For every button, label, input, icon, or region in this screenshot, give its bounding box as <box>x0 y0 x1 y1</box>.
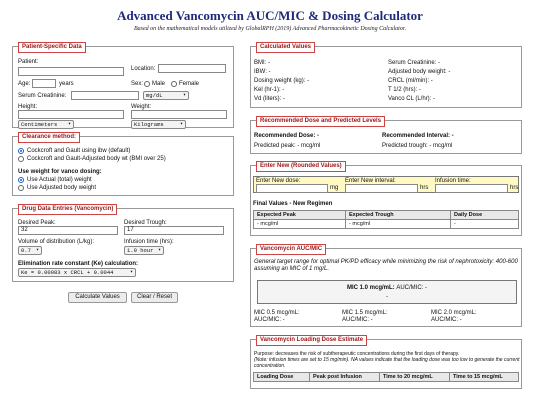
sex-label: Sex: <box>131 81 144 87</box>
page-title: Advanced Vancomycin AUC/MIC & Dosing Calculator <box>117 8 423 23</box>
mic1-dash: - <box>386 294 388 300</box>
recommended-dose: Recommended Dose: - <box>254 133 320 139</box>
weight-label: Weight: <box>131 104 152 110</box>
scr-input[interactable] <box>71 91 139 100</box>
mic05-auc: AUC/MIC: - <box>254 317 285 323</box>
clearance-ibw-radio[interactable] <box>18 148 24 154</box>
scr-label: Serum Creatinine: <box>18 93 67 99</box>
chevron-down-icon: ▾ <box>67 121 71 127</box>
dosing-weight-heading: Use weight for vanco dosing: <box>18 169 102 175</box>
new-dose-input[interactable] <box>256 184 328 193</box>
height-unit-select[interactable] <box>18 120 74 129</box>
auc-mic-panel <box>250 248 522 327</box>
loading-dose-panel <box>250 339 522 389</box>
patient-label: Patient: <box>18 59 39 65</box>
loading-note: (Note: infusion times are set to 15 mg/min). NA values indicate that the loading dose was too low to generate the current concentration. <box>254 357 520 369</box>
weight-unit-value: Kilograms <box>134 121 164 128</box>
new-interval-label: Enter New interval: <box>345 178 396 184</box>
vd-liters-value: Vd (liters): - <box>254 96 286 102</box>
height-unit-value: Centimeters <box>21 121 58 128</box>
expected-trough-header: Expected Trough <box>346 211 451 220</box>
clearance-adjusted-radio[interactable] <box>18 156 24 162</box>
predicted-trough: Predicted trough: - mcg/ml <box>382 143 453 149</box>
recommended-interval: Recommended Interval: - <box>382 133 454 139</box>
female-label: Female <box>179 81 200 87</box>
loading-purpose: Purpose: decreases the risk of subtherapeutic concentrations during the first days of therapy. <box>254 351 460 357</box>
male-label: Male <box>152 81 166 87</box>
recommended-panel <box>250 120 522 154</box>
patient-panel <box>12 46 234 128</box>
recommended-legend: Recommended Dose and Predicted Levels <box>256 116 385 127</box>
scr-unit-value: mg/dL <box>146 92 163 99</box>
mic1-text: MIC 1.0 mcg/mL: <box>346 285 395 291</box>
mic15-auc: AUC/MIC: - <box>342 317 373 323</box>
calculated-panel <box>250 46 522 108</box>
height-label: Height: <box>18 104 38 110</box>
peak-label: Desired Peak: <box>18 220 56 226</box>
scr-unit-select[interactable] <box>143 91 189 100</box>
infusion-label: Infusion time (hrs): <box>124 239 174 245</box>
new-infusion-input[interactable] <box>435 184 508 193</box>
final-values-heading: Final Values - New Regimen <box>253 201 333 207</box>
vd-label: Volume of distribution (L/kg): <box>18 239 95 245</box>
half-life-value: T 1/2 (hrs): - <box>388 87 421 93</box>
age-input[interactable] <box>32 79 56 88</box>
loading-dose-legend: Vancomycin Loading Dose Estimate <box>256 335 367 346</box>
vd-select[interactable] <box>18 246 42 255</box>
final-values-table <box>253 210 519 229</box>
kel-value: Kel (hr-1): - <box>254 87 285 93</box>
actual-weight-radio[interactable] <box>18 177 24 183</box>
adjusted-weight-label: Use Adjusted body weight <box>27 185 97 191</box>
trough-label: Desired Trough: <box>124 220 167 226</box>
chevron-down-icon: ▾ <box>179 121 183 127</box>
adjusted-weight-radio[interactable] <box>18 185 24 191</box>
vd-value: 0.7 <box>21 247 31 254</box>
mic05-label: MIC 0.5 mcg/mL: <box>254 310 300 316</box>
time-to-20-header: Time to 20 mcg/mL <box>380 373 450 382</box>
peak-input[interactable]: 32 <box>18 226 118 235</box>
calculated-legend: Calculated Values <box>256 42 315 53</box>
loading-dose-table <box>253 372 519 382</box>
trough-input[interactable]: 17 <box>124 226 224 235</box>
dosing-weight-value: Dosing weight (kg): - <box>254 78 310 84</box>
new-dose-label: Enter New dose: <box>256 178 301 184</box>
new-interval-input[interactable] <box>345 184 418 193</box>
auc-mic-legend: Vancomycin AUC/MIC <box>256 244 326 255</box>
auc-target-note: General target range for optimal PK/PD efficacy while minimizing the risk of nephrotoxicity: 400-600 assuming an MIC of 1 mg/L. <box>254 259 518 272</box>
loading-dose-header: Loading Dose <box>254 373 310 382</box>
ke-heading: Elimination rate constant (Ke) calculation: <box>18 261 139 267</box>
clearance-panel <box>12 136 234 196</box>
calculate-button[interactable]: Calculate Values <box>68 292 127 303</box>
height-input[interactable] <box>18 110 124 119</box>
page-header <box>0 8 540 32</box>
new-infusion-label: Infusion time: <box>435 178 471 184</box>
new-dose-unit: mg <box>330 185 339 191</box>
female-radio[interactable] <box>171 81 177 87</box>
new-values-panel <box>250 165 522 236</box>
time-to-15-header: Time to 15 mcg/mL <box>450 373 519 382</box>
infusion-select[interactable] <box>124 246 164 255</box>
weight-input[interactable] <box>131 110 227 119</box>
patient-legend: Patient-Specific Data <box>18 42 86 53</box>
expected-peak-header: Expected Peak <box>254 211 346 220</box>
clearance-adjusted-label: Cockcroft and Gault-Adjusted body wt (BMI over 25) <box>27 156 166 162</box>
vanco-cl-value: Vanco CL (L/hr): - <box>388 96 436 102</box>
infusion-value: 1.0 hour <box>127 247 154 254</box>
clearance-legend: Clearance method: <box>18 132 80 143</box>
chevron-down-icon: ▾ <box>129 269 133 275</box>
peak-post-infusion-header: Peak post Infusion <box>310 373 380 382</box>
mic20-label: MIC 2.0 mcg/mL: <box>431 310 477 316</box>
actual-weight-label: Use Actual (total) weight <box>27 177 92 183</box>
ibw-value: IBW: - <box>254 69 271 75</box>
drug-legend: Drug Data Entries (Vancomycin) <box>18 204 117 215</box>
adjusted-body-weight-value: Adjusted body weight: - <box>388 69 451 75</box>
bmi-value: BMI: - <box>254 60 270 66</box>
age-label: Age: <box>18 81 31 87</box>
expected-peak-cell: - mcg/ml <box>254 220 346 229</box>
table-row <box>254 220 519 229</box>
patient-input[interactable] <box>18 67 124 76</box>
weight-unit-select[interactable] <box>131 120 186 129</box>
mic1-box <box>257 280 517 304</box>
chevron-down-icon: ▾ <box>35 247 39 253</box>
crcl-value: CRCL (ml/min): - <box>388 78 433 84</box>
new-interval-unit: hrs <box>420 185 429 191</box>
mic1-label <box>258 285 516 292</box>
mic20-auc: AUC/MIC: - <box>431 317 462 323</box>
table-header-row <box>254 211 519 220</box>
predicted-peak: Predicted peak: - mcg/ml <box>254 143 321 149</box>
new-infusion-unit: hrs <box>510 185 519 191</box>
age-unit: years <box>59 81 74 87</box>
daily-dose-header: Daily Dose <box>451 211 519 220</box>
drug-panel <box>12 208 234 282</box>
new-values-entry-row <box>253 176 519 193</box>
daily-dose-cell: - <box>451 220 519 229</box>
chevron-down-icon: ▾ <box>182 92 186 98</box>
expected-trough-cell: - mcg/ml <box>346 220 451 229</box>
clear-reset-button[interactable]: Clear / Reset <box>131 292 178 303</box>
clearance-ibw-label: Cockcroft and Gault using ibw (default) <box>27 148 131 154</box>
mic1-auc-value: AUC/MIC: - <box>396 285 428 291</box>
new-values-legend: Enter New (Rounded Values) <box>256 161 346 172</box>
male-radio[interactable] <box>144 81 150 87</box>
serum-creatinine-value: Serum Creatinine: - <box>388 60 441 66</box>
location-label: Location: <box>131 66 156 72</box>
ke-select[interactable] <box>18 268 136 277</box>
page-subtitle: Based on the mathematical models utilized by GlobalRPH (2019) Advanced Pharmacokinetic Dosing Calculator. <box>133 26 406 32</box>
table-header-row <box>254 373 519 382</box>
mic15-label: MIC 1.5 mcg/mL: <box>342 310 388 316</box>
location-input[interactable] <box>158 64 226 73</box>
ke-value: Ke = 0.00083 x CRCL + 0.0044 <box>21 269 114 276</box>
chevron-down-icon: ▾ <box>157 247 161 253</box>
